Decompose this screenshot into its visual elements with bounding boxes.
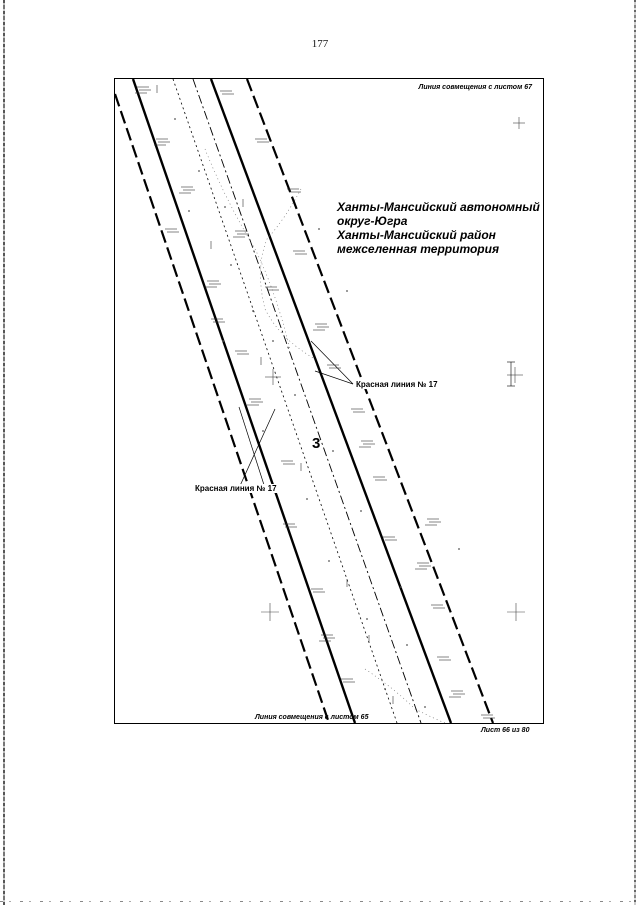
terrain-symbol (233, 231, 249, 237)
terrain-symbol (415, 563, 431, 569)
terrain-symbol (235, 351, 249, 354)
match-line-bottom-label: Линия совмещения с листом 65 (255, 714, 369, 721)
crosshair-1 (513, 117, 525, 129)
scan-edge-right (634, 0, 636, 905)
axis-dashdot-center (193, 79, 421, 723)
terrain-symbol (283, 524, 297, 527)
terrain-symbol (341, 679, 355, 682)
sector-number: 3 (312, 435, 321, 452)
terrain-symbol (293, 251, 307, 254)
territory-label-line-4: межселенная территория (337, 242, 500, 256)
terrain-symbol (247, 399, 263, 405)
territory-label-line-3: Ханты-Мансийский район (337, 228, 496, 242)
elevation-marks (157, 85, 393, 704)
terrain-symbol (437, 657, 451, 660)
territory-label-line-2: округ-Югра (337, 214, 408, 228)
scale-mark (507, 362, 515, 386)
terrain-symbol (383, 537, 397, 540)
map-drawing (115, 79, 543, 723)
axis-thin-left (173, 79, 397, 723)
terrain-symbol (165, 229, 179, 232)
terrain-symbol (255, 139, 269, 142)
sheet-number: Лист 66 из 80 (481, 727, 530, 734)
red-line-label-right: Красная линия № 17 (356, 380, 438, 389)
crosshair-4 (507, 603, 525, 621)
match-line-top-label: Линия совмещения с листом 67 (418, 84, 532, 91)
terrain-symbol (327, 365, 341, 368)
grid-crosshairs (261, 117, 525, 621)
terrain-symbol (431, 605, 445, 608)
scan-edge-bottom (0, 901, 640, 902)
territory-label (337, 200, 544, 256)
terrain-symbol (205, 281, 221, 287)
terrain-symbol (359, 441, 375, 447)
terrain-symbol (373, 477, 387, 480)
terrain-symbol (179, 187, 195, 193)
crosshair-3 (261, 603, 279, 621)
terrain-symbol (481, 715, 495, 718)
red-line-solid-right (211, 79, 451, 723)
red-line-solid-left (133, 79, 355, 723)
map-frame (114, 78, 544, 724)
boundary-dashed-left (115, 94, 329, 723)
page-number: 177 (311, 38, 329, 50)
terrain-symbol (425, 519, 441, 525)
leader-red-line-a-2 (315, 371, 353, 384)
corridor-lines (115, 79, 493, 723)
terrain-symbol (211, 319, 225, 322)
crosshair-5 (507, 367, 523, 383)
territory-label-line-1: Ханты-Мансийский автономный (337, 200, 540, 214)
terrain-symbol (220, 91, 234, 94)
terrain-symbol (313, 324, 329, 330)
boundary-dashed-right (247, 79, 493, 723)
terrain-symbols (135, 87, 495, 718)
scan-edge-left (3, 0, 5, 905)
red-line-label-left: Красная линия № 17 (195, 484, 277, 493)
terrain-symbol (449, 691, 465, 697)
terrain-symbol (311, 589, 325, 592)
terrain-symbol (281, 461, 295, 464)
terrain-symbol (351, 409, 365, 412)
